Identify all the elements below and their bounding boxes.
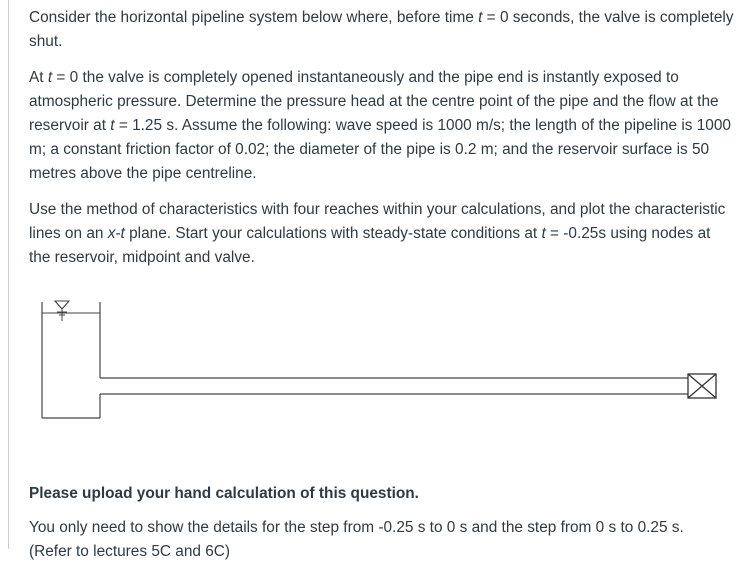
text: = 0 the valve is completely opened instantaneously and the pipe end is instantly exposed to atmospheric pressure. Determine the pressure head at the centre point of the pipe and the flow at the reservoir at xyxy=(29,69,719,134)
var-t: t xyxy=(541,225,546,242)
valve-icon xyxy=(688,374,716,398)
text: Use the method of characteristics with four reaches within your calculations, and plot the characteristic lines on an xyxy=(29,201,726,242)
lecture-reference: (Refer to lectures 5C and 6C) xyxy=(29,543,231,560)
water-surface-icon xyxy=(55,301,69,321)
var-xt: x-t xyxy=(107,225,125,242)
text: = 0 seconds, the valve is completely shut. xyxy=(29,9,734,50)
step-note: You only need to show the details for the step from -0.25 s to 0 s and the step from 0 s to 0.25 s. xyxy=(29,519,684,536)
var-t: t xyxy=(47,69,53,86)
text: plane. Start your calculations with steady-state conditions at xyxy=(124,225,542,242)
text: At xyxy=(29,69,48,86)
var-t: t xyxy=(478,9,483,26)
reservoir xyxy=(42,302,100,418)
var-t: t xyxy=(110,117,115,134)
pipe xyxy=(100,378,688,394)
text: Consider the horizontal pipeline system below where, before time xyxy=(29,9,479,26)
text: = 1.25 s. Assume the following: wave speed is 1000 m/s; the length of the pipeline is 1000 m; a constant friction factor of 0.02; the diameter of the pipe is 0.2 m; and the reservoir surface is 50 metres above the pipe centreline. xyxy=(29,117,731,182)
text: = -0.25s using nodes at the reservoir, midpoint and valve. xyxy=(29,225,711,266)
upload-instruction: Please upload your hand calculation of this question. xyxy=(29,485,419,502)
